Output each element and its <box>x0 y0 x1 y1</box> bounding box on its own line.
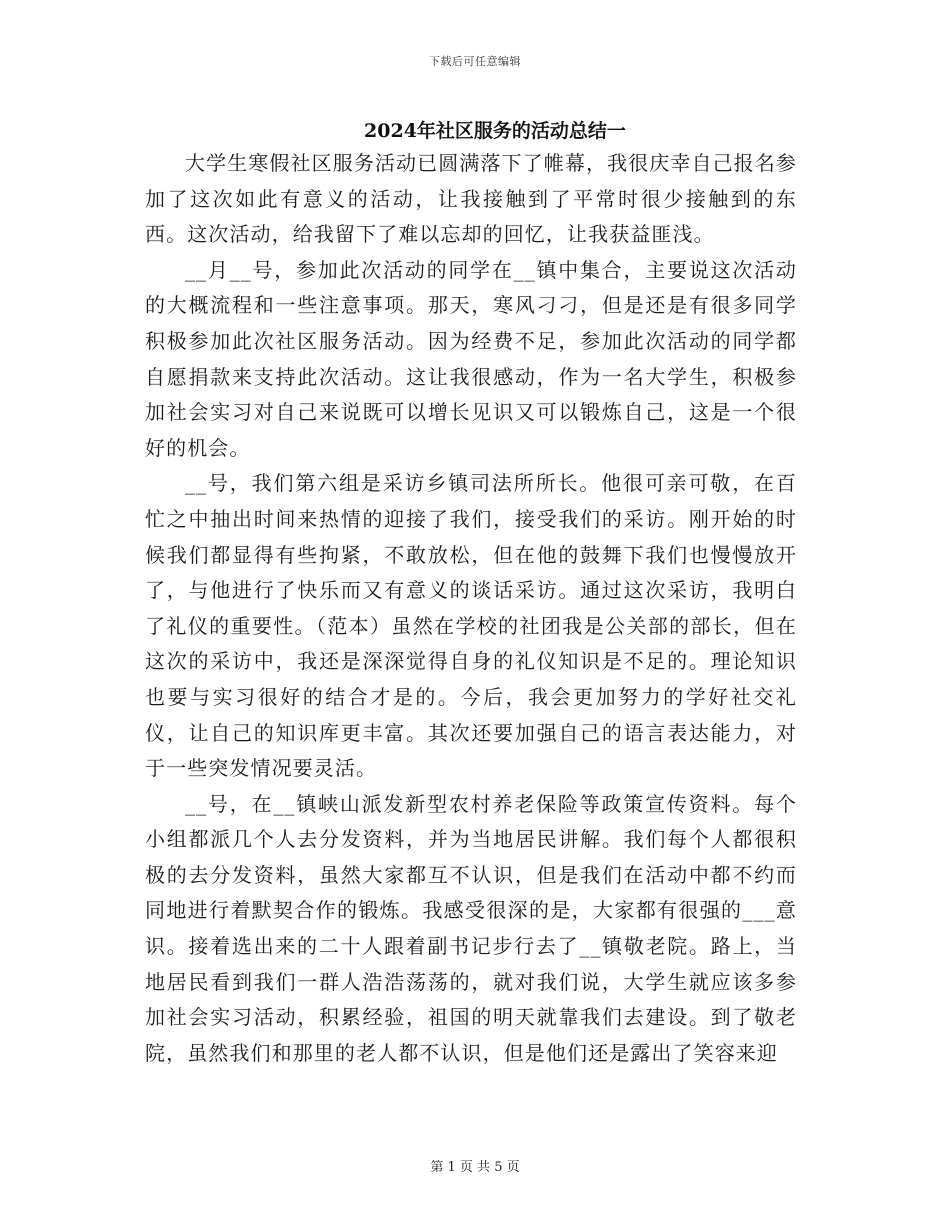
paragraph-4: __号，在__镇峡山派发新型农村养老保险等政策宣传资料。每个小组都派几个人去分发资料，并为当地居民讲解。我们每个人都很积极的去分发资料，虽然大家都互不认识，但是我们在活动中都不约而同地进行着默契合作的锻炼。我感受很深的是，大家都有很强的___意识。接着选出来的二十人跟着副书记步行去了__镇敬老院。路上，当地居民看到我们一群人浩浩荡荡的，就对我们说，大学生就应该多参加社会实习活动，积累经验，祖国的明天就靠我们去建设。到了敬老院，虽然我们和那里的老人都不认识，但是他们还是露出了笑容来迎 <box>145 791 797 1065</box>
paragraph-3: __号，我们第六组是采访乡镇司法所所长。他很可亲可敬，在百忙之中抽出时间来热情的迎接了我们，接受我们的采访。刚开始的时候我们都显得有些拘紧，不敢放松，但在他的鼓舞下我们也慢慢放开了，与他进行了快乐而又有意义的谈话采访。通过这次采访，我明白了礼仪的重要性。（范本）虽然在学校的社团我是公关部的部长，但在这次的采访中，我还是深深觉得自身的礼仪知识是不足的。理论知识也要与实习很好的结合才是的。今后，我会更加努力的学好社交礼仪，让自己的知识库更丰富。其次还要加强自己的语言表达能力，对于一些突发情况要灵活。 <box>145 471 797 781</box>
document-body <box>145 146 797 1071</box>
paragraph-2: __月__号，参加此次活动的同学在__镇中集合，主要说这次活动的大概流程和一些注意事项。那天，寒风刁刁，但是还是有很多同学积极参加此次社区服务活动。因为经费不足，参加此次活动的同学都自愿捐款来支持此次活动。这让我很感动，作为一名大学生，积极参加社会实习对自己来说既可以增长见识又可以锻炼自己，这是一个很好的机会。 <box>145 257 797 460</box>
page-number: 第 1 页 共 5 页 <box>430 1160 520 1175</box>
header-note: 下载后可任意编辑 <box>429 55 521 68</box>
paragraph-1: 大学生寒假社区服务活动已圆满落下了帷幕，我很庆幸自己报名参加了这次如此有意义的活动，让我接触到了平常时很少接触到的东西。这次活动，给我留下了难以忘却的回忆，让我获益匪浅。 <box>145 151 797 247</box>
document-title: 2024年社区服务的活动总结一 <box>364 120 626 142</box>
